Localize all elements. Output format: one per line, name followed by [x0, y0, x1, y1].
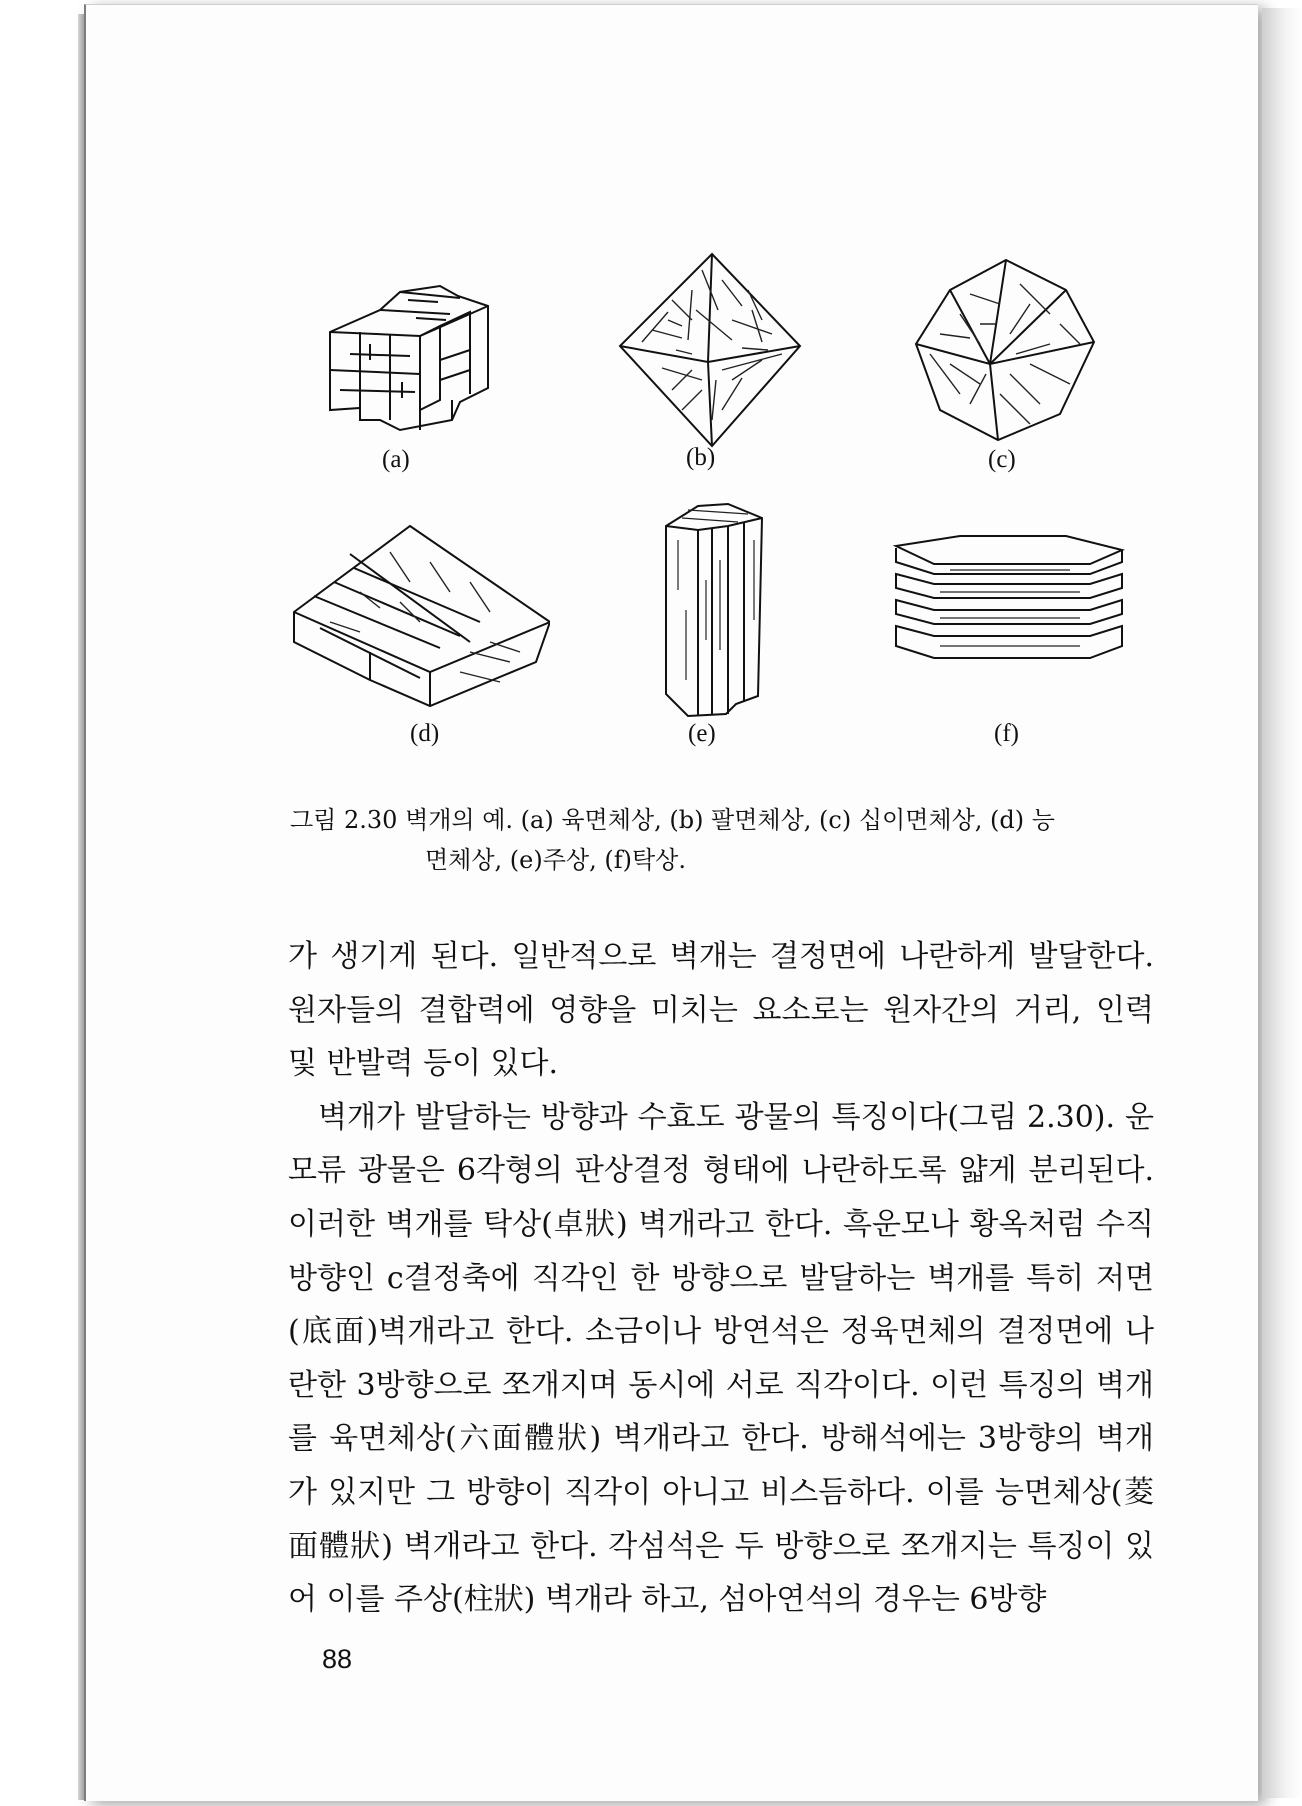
figure-2-30: [0, 0, 1302, 800]
crystal-c-dodecahedral-illustration: [910, 254, 1100, 444]
paragraph-2: 벽개가 발달하는 방향과 수효도 광물의 특징이다(그림 2.30). 운모류 광물은 6각형의 판상결정 형태에 나란하도록 얇게 분리된다. 이러한 벽개를 탁상(卓狀) 벽개라고 한다. 흑운모나 황옥처럼 수직 방향인 c결정축에 직각인 한 방향으로 발달하는 벽개를 특히 저면(底面)벽개라고 한다. 소금이나 방연석은 정육면체의 결정면에 나란한 3방향으로 쪼개지며 동시에 서로 직각이다. 이런 특징의 벽개를 육면체상(六面體狀) 벽개라고 한다. 방해석에는 3방향의 벽개가 있지만 그 방향이 직각이 아니고 비스듬하다. 이를 능면체상(菱面體狀) 벽개라고 한다. 각섬석은 두 방향으로 쪼개지는 특징이 있어 이를 주상(柱狀) 벽개라 하고, 섬아연석의 경우는 6방향: [288, 1099, 1154, 1618]
caption-line-1: 그림 2.30 벽개의 예. (a) 육면체상, (b) 팔면체상, (c) 십이면체상, (d) 능: [290, 806, 1055, 834]
sublabel-f: (f): [994, 720, 1019, 747]
page-number: 88: [322, 1644, 353, 1674]
sublabel-c: (c): [988, 446, 1016, 473]
sublabel-d: (d): [410, 720, 440, 747]
crystal-b-octahedral-illustration: [612, 250, 812, 450]
sublabel-e: (e): [688, 720, 716, 747]
crystal-d-rhombohedral-illustration: [290, 512, 550, 712]
body-text: [288, 930, 1154, 1627]
figure-caption: [290, 800, 1170, 880]
crystal-f-tabular-illustration: [890, 534, 1126, 664]
crystal-a-cubic-illustration: [320, 270, 500, 440]
crystal-e-prismatic-illustration: [658, 500, 768, 720]
sublabel-a: (a): [382, 446, 410, 473]
paragraph-1: 가 생기게 된다. 일반적으로 벽개는 결정면에 나란하게 발달한다. 원자들의 결합력에 영향을 미치는 요소로는 원자간의 거리, 인력 및 반발력 등이 있다.: [288, 939, 1154, 1082]
sublabel-b: (b): [686, 444, 716, 471]
caption-line-2: 면체상, (e)주상, (f)탁상.: [425, 846, 686, 874]
